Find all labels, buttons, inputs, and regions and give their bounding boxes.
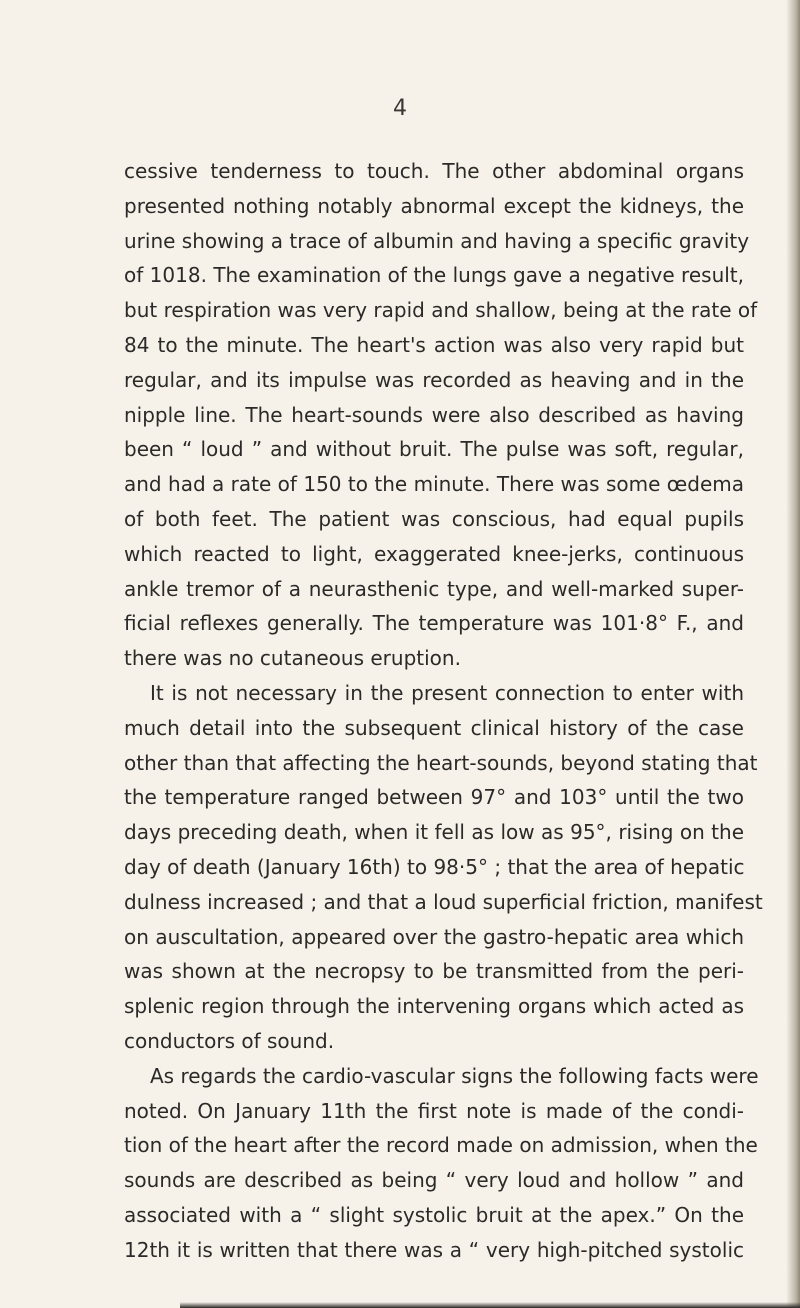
- text-line: 12th it is written that there was a “ very high-pitched systolic: [124, 1237, 744, 1262]
- page-bottom-shadow: [180, 1302, 800, 1308]
- text-line: As regards the cardio-vascular signs the following facts were: [150, 1063, 759, 1088]
- body-text: [124, 154, 763, 1268]
- text-line: 84 to the minute. The heart's action was also very rapid but: [124, 332, 744, 357]
- text-line: much detail into the subsequent clinical history of the case: [124, 715, 744, 740]
- text-line: which reacted to light, exaggerated knee-jerks, continuous: [124, 541, 744, 566]
- text-line: cessive tenderness to touch. The other abdominal organs: [124, 159, 744, 183]
- text-line: days preceding death, when it fell as low as 95°, rising on the: [124, 820, 744, 845]
- text-line: other than that affecting the heart-sounds, beyond stating that: [124, 750, 758, 775]
- text-line: the temperature ranged between 97° and 103° until the two: [124, 785, 744, 810]
- text-line: of both feet. The patient was conscious, had equal pupils: [124, 506, 744, 531]
- text-line: It is not necessary in the present connection to enter with: [150, 680, 744, 705]
- text-line: regular, and its impulse was recorded as heaving and in the: [124, 367, 744, 392]
- text-line: was shown at the necropsy to be transmitted from the peri-: [124, 959, 744, 984]
- page-edge-shadow: [786, 0, 800, 1308]
- text-line: dulness increased ; and that a loud superficial friction, manifest: [124, 889, 763, 914]
- text-line: of 1018. The examination of the lungs gave a negative result,: [124, 263, 744, 288]
- text-line: and had a rate of 150 to the minute. There was some œdema: [124, 472, 744, 497]
- text-line: ficial reflexes generally. The temperature was 101·8° F., and: [124, 611, 744, 636]
- text-line: associated with a “ slight systolic bruit at the apex.” On the: [124, 1202, 744, 1227]
- text-line: been “ loud ” and without bruit. The pulse was soft, regular,: [124, 437, 744, 462]
- text-line: there was no cutaneous eruption.: [124, 646, 461, 671]
- text-line: ankle tremor of a neurasthenic type, and well-marked super-: [124, 576, 744, 601]
- text-line: urine showing a trace of albumin and having a specific gravity: [124, 228, 750, 253]
- text-line: conductors of sound.: [124, 1028, 335, 1053]
- text-line: nipple line. The heart-sounds were also described as having: [124, 402, 744, 427]
- text-line: tion of the heart after the record made on admission, when the: [124, 1133, 758, 1158]
- text-line: on auscultation, appeared over the gastro-hepatic area which: [124, 924, 744, 949]
- page-number: 4: [393, 96, 407, 121]
- text-line: sounds are described as being “ very loud and hollow ” and: [124, 1168, 744, 1193]
- text-line: splenic region through the intervening organs which acted as: [124, 994, 744, 1019]
- text-line: noted. On January 11th the first note is made of the condi-: [124, 1098, 744, 1123]
- text-line: presented nothing notably abnormal except the kidneys, the: [124, 193, 744, 218]
- text-line: but respiration was very rapid and shallow, being at the rate of: [124, 298, 758, 323]
- text-line: day of death (January 16th) to 98·5° ; that the area of hepatic: [124, 854, 745, 879]
